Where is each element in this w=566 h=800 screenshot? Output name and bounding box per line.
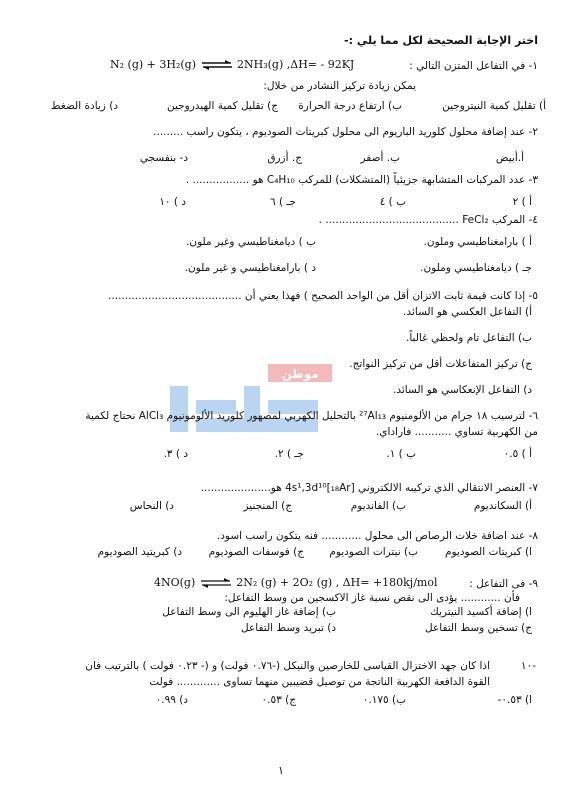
q4-option-b: ب ) ديامغناطيسي وغير ملون. bbox=[186, 236, 316, 248]
q4-option-d: د ) بارامغناطيسي و غير ملون. bbox=[184, 262, 316, 274]
q4-option-c: جـ ) ديامغناطيسي وملون. bbox=[420, 262, 532, 274]
q4-stem: ٤- المركب FeCl₂ ........................................ . bbox=[318, 214, 538, 226]
q1-option-d: د) زيادة الضغط bbox=[50, 100, 118, 112]
q7-option-d: د) النحاس bbox=[129, 500, 174, 512]
q9-stem: ٩- فى التفاعل : bbox=[469, 578, 538, 590]
q2-option-d: د- بنفسجي bbox=[139, 152, 188, 164]
q3-option-a: أ ) ٢ bbox=[512, 196, 532, 208]
q9-equation bbox=[154, 576, 438, 589]
q6-stem-line1: ٦- لترسيب ١٨ جرام من الألومنيوم ²⁷Al₁₃ بالتحليل الكهربي لمصهور كلوريد الألومونيوم AlCl₃ نحتاج لكمية bbox=[85, 410, 538, 422]
q10-option-a: ا) ٠.٥٣- bbox=[497, 694, 532, 706]
q1-option-b: ب) ارتفاع درجة الحرارة bbox=[298, 100, 402, 112]
q9-option-b: ب) إضافة غاز الهليوم الى وسط التفاعل bbox=[162, 606, 336, 618]
q3-option-d: د ) ١٠ bbox=[159, 196, 186, 208]
q1-option-a: أ) تقليل كمية النيتروجين bbox=[442, 100, 546, 112]
q3-stem: ٣- عدد المركبات المتشابهة جزيئياً (المتشكلات) للمركب C₄H₁₀ هو ................. . bbox=[185, 174, 538, 186]
q5-stem: ٥- إذا كانت قيمة ثابت الاتزان أقل من الواحد الصحيح ) فهذا يعني أن ........................................ bbox=[108, 290, 538, 302]
q10-number: -١٠ bbox=[520, 660, 536, 672]
q6-option-c: جـ ) ٢. bbox=[274, 448, 304, 460]
q9-option-c: ج) تسخين وسط التفاعل bbox=[425, 622, 532, 634]
q8-option-b: ب) نيترات الصوديوم bbox=[329, 546, 418, 558]
q6-option-d: د ) ٣. bbox=[163, 448, 188, 460]
q10-stem-line1: اذا كان جهد الاختزال القياسى للخارصين والنيكل (-٠.٧٦ فولت) و (- ٠.٢٣ فولت ) بالترتيب فان bbox=[85, 660, 490, 672]
q8-option-c: ج) فوسفات الصوديوم bbox=[208, 546, 304, 558]
q1-equation bbox=[110, 58, 354, 71]
q6-option-a: أ ) ٠.٥ bbox=[503, 448, 532, 460]
page-title: اختر الإجابة الصحيحة لكل مما يلي :- bbox=[344, 34, 538, 47]
q2-option-a: أ.أبيض bbox=[495, 152, 524, 164]
q4-option-a: أ ) بارامغناطيسي وملون. bbox=[423, 236, 532, 248]
q10-option-d: د) ٠.٩٩ bbox=[155, 694, 188, 706]
q5-option-d: د) التفاعل الإنعكاسي هو السائد. bbox=[393, 384, 532, 396]
q9-option-a: ا) إضافة أكسيد النيتريك bbox=[430, 606, 532, 618]
q8-option-a: ا) كبريتات الصوديوم bbox=[445, 546, 532, 558]
q6-option-b: ب ) ١. bbox=[386, 448, 416, 460]
page-number: ١ bbox=[278, 764, 284, 777]
watermark-text: موطن bbox=[281, 367, 319, 381]
q5-option-b: ب) التفاعل تام ولحظي غالباً. bbox=[406, 332, 532, 344]
q8-option-d: د) كبريتيد الصوديوم bbox=[97, 546, 182, 558]
q10-option-b: ب) ٠.١٧٥ bbox=[362, 694, 406, 706]
equilibrium-arrow-icon bbox=[200, 60, 234, 70]
q6-stem-line2: من الكهربية تساوي ........... فاراداي. bbox=[375, 426, 538, 438]
q9-eq-left: 4NO(g) bbox=[154, 576, 196, 589]
q5-option-a: أ) التفاعل العكسي هو السائد. bbox=[403, 306, 532, 318]
q7-option-b: ب) الفانديوم bbox=[350, 500, 406, 512]
q7-option-a: أ) السكانديوم bbox=[473, 500, 532, 512]
q1-stem: ١- في التفاعل المتزن التالي : bbox=[409, 60, 538, 72]
watermark-logo bbox=[150, 360, 350, 440]
q10-option-c: ج) ٠.٥٣ bbox=[261, 694, 296, 706]
q1-option-c: ج) تقليل كمية الهيدروجين bbox=[166, 100, 278, 112]
q2-option-c: ج. أزرق bbox=[267, 152, 302, 164]
q9-eq-right: 2N₂ (g) + 2O₂ (g) , ΔH= +180kj/mol bbox=[236, 576, 438, 589]
q9-stem2: فأن ............ يؤدى الى نقص نسبة غاز الاكسجين من وسط التفاعل: bbox=[224, 592, 520, 604]
q5-option-c: ج) تركيز المتفاعلات أقل من تركيز النواتج. bbox=[349, 358, 532, 370]
q8-stem: ٨- عند اضافة خلات الرصاص الى محلول ............ فنه يتكون راسب اسود. bbox=[216, 530, 538, 542]
q1-stem2: يمكن زيادة تركيز النشادر من خلال: bbox=[263, 80, 416, 92]
q2-option-b: ب. أصفر bbox=[360, 152, 400, 164]
equilibrium-arrow-icon bbox=[199, 578, 233, 588]
q2-stem: ٢- عند إضافة محلول كلوريد الباريوم الى محلول كبريتات الصوديوم ، يتكون راسب ......... bbox=[153, 126, 538, 138]
q3-option-c: جـ ) ٦ bbox=[270, 196, 296, 208]
q3-option-b: ب ) ٤ bbox=[379, 196, 406, 208]
q10-stem-line2: القوة الدافعة الكهربية الناتجة من توصيل قضيبين منهما تساوى ............. فولت bbox=[149, 676, 490, 688]
q1-eq-right: 2NH₃(g) ,ΔH= - 92KJ bbox=[237, 58, 355, 71]
q7-option-c: ج) المنجنيز bbox=[243, 500, 292, 512]
q7-stem: ٧- العنصر الانتقالي الذي تركيبه الالكتروني [₁₈Ar]4s¹,3d¹⁰ هو..................... bbox=[200, 482, 538, 494]
q9-option-d: د) تبريد وسط التفاعل bbox=[241, 622, 336, 634]
q1-eq-left: N₂ (g) + 3H₂(g) bbox=[110, 58, 196, 71]
